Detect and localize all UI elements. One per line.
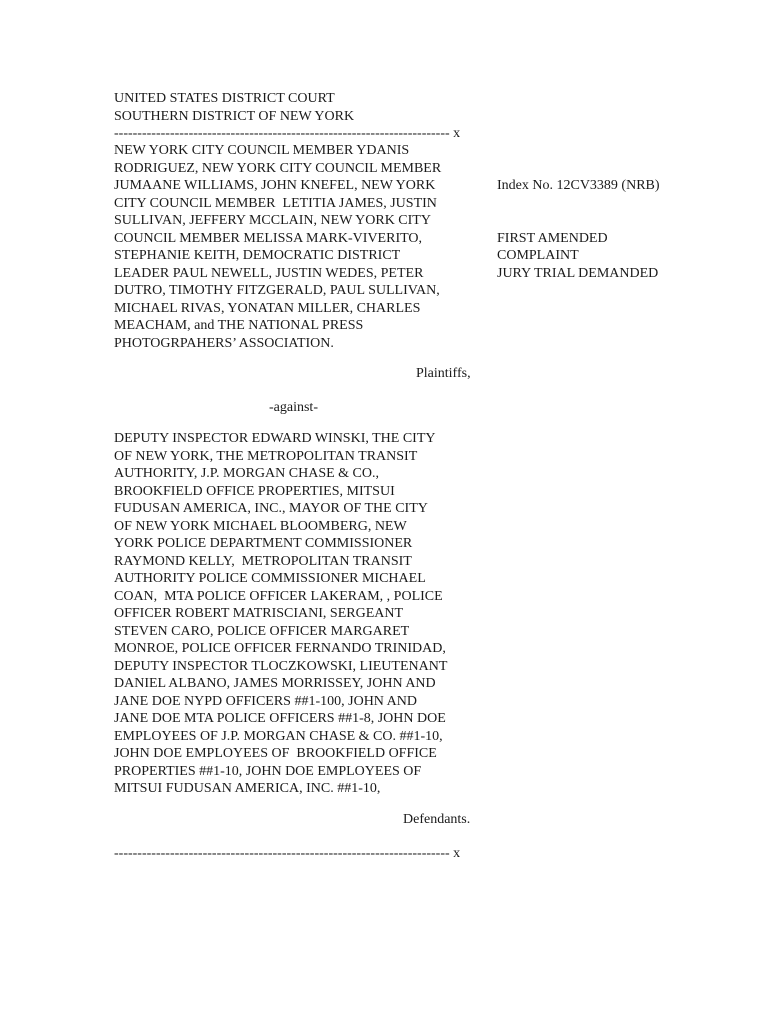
- complaint-title-line2: COMPLAINT: [497, 248, 579, 263]
- defendants-line: DANIEL ALBANO, JAMES MORRISSEY, JOHN AND: [114, 676, 436, 691]
- defendants-line: JOHN DOE EMPLOYEES OF BROOKFIELD OFFICE: [114, 746, 437, 761]
- defendants-line: MONROE, POLICE OFFICER FERNANDO TRINIDAD,: [114, 641, 446, 656]
- plaintiffs-label: Plaintiffs,: [416, 366, 471, 381]
- defendants-line: YORK POLICE DEPARTMENT COMMISSIONER: [114, 536, 413, 551]
- plaintiffs-block: [114, 142, 514, 352]
- defendants-line: AUTHORITY POLICE COMMISSIONER MICHAEL: [114, 571, 426, 586]
- defendants-line: RAYMOND KELLY, METROPOLITAN TRANSIT: [114, 553, 412, 569]
- defendants-line: STEVEN CARO, POLICE OFFICER MARGARET: [114, 623, 410, 639]
- plaintiffs-line: RODRIGUEZ, NEW YORK CITY COUNCIL MEMBER: [114, 160, 442, 176]
- defendants-line: OF NEW YORK MICHAEL BLOOMBERG, NEW: [114, 518, 407, 534]
- defendants-line: OF NEW YORK, THE METROPOLITAN TRANSIT: [114, 448, 418, 464]
- defendants-block: [114, 430, 514, 798]
- court-district: SOUTHERN DISTRICT OF NEW YORK: [114, 108, 355, 124]
- plaintiffs-line: STEPHANIE KEITH, DEMOCRATIC DISTRICT: [114, 248, 401, 263]
- plaintiffs-line: LEADER PAUL NEWELL, JUSTIN WEDES, PETER: [114, 265, 424, 281]
- caption-divider-top: ------------------------------------------------------------------------ x: [114, 126, 461, 141]
- plaintiffs-line: SULLIVAN, JEFFERY MCCLAIN, NEW YORK CITY: [114, 213, 431, 228]
- defendants-line: DEPUTY INSPECTOR TLOCZKOWSKI, LIEUTENANT: [114, 658, 448, 674]
- index-number: Index No. 12CV3389 (NRB): [497, 178, 660, 193]
- defendants-line: EMPLOYEES OF J.P. MORGAN CHASE & CO. ##1-10,: [114, 728, 443, 744]
- defendants-line: JANE DOE MTA POLICE OFFICERS ##1-8, JOHN DOE: [114, 711, 446, 726]
- plaintiffs-line: CITY COUNCIL MEMBER LETITIA JAMES, JUSTIN: [114, 195, 437, 211]
- plaintiffs-line: JUMAANE WILLIAMS, JOHN KNEFEL, NEW YORK: [114, 178, 436, 193]
- plaintiffs-line: MICHAEL RIVAS, YONATAN MILLER, CHARLES: [114, 300, 421, 316]
- defendants-line: AUTHORITY, J.P. MORGAN CHASE & CO.,: [114, 466, 379, 481]
- defendants-line: MITSUI FUDUSAN AMERICA, INC. ##1-10,: [114, 781, 381, 796]
- plaintiffs-line: DUTRO, TIMOTHY FITZGERALD, PAUL SULLIVAN,: [114, 283, 440, 298]
- defendants-line: JANE DOE NYPD OFFICERS ##1-100, JOHN AND: [114, 693, 417, 709]
- defendants-line: BROOKFIELD OFFICE PROPERTIES, MITSUI: [114, 483, 395, 499]
- against-label: -against-: [269, 400, 318, 415]
- defendants-label: Defendants.: [403, 812, 471, 827]
- defendants-line: COAN, MTA POLICE OFFICER LAKERAM, , POLICE: [114, 588, 443, 604]
- jury-demand: JURY TRIAL DEMANDED: [497, 265, 659, 281]
- defendants-line: DEPUTY INSPECTOR EDWARD WINSKI, THE CITY: [114, 431, 436, 446]
- defendants-line: FUDUSAN AMERICA, INC., MAYOR OF THE CITY: [114, 501, 428, 516]
- complaint-title-line1: FIRST AMENDED: [497, 230, 608, 246]
- defendants-line: PROPERTIES ##1-10, JOHN DOE EMPLOYEES OF: [114, 763, 422, 779]
- caption-divider-bottom: ------------------------------------------------------------------------ x: [114, 846, 461, 861]
- defendants-line: OFFICER ROBERT MATRISCIANI, SERGEANT: [114, 606, 404, 621]
- plaintiffs-line: PHOTOGRPAHERS’ ASSOCIATION.: [114, 335, 334, 351]
- plaintiffs-line: NEW YORK CITY COUNCIL MEMBER YDANIS: [114, 143, 410, 158]
- court-name: UNITED STATES DISTRICT COURT: [114, 91, 335, 106]
- plaintiffs-line: MEACHAM, and THE NATIONAL PRESS: [114, 318, 364, 333]
- plaintiffs-line: COUNCIL MEMBER MELISSA MARK-VIVERITO,: [114, 230, 423, 246]
